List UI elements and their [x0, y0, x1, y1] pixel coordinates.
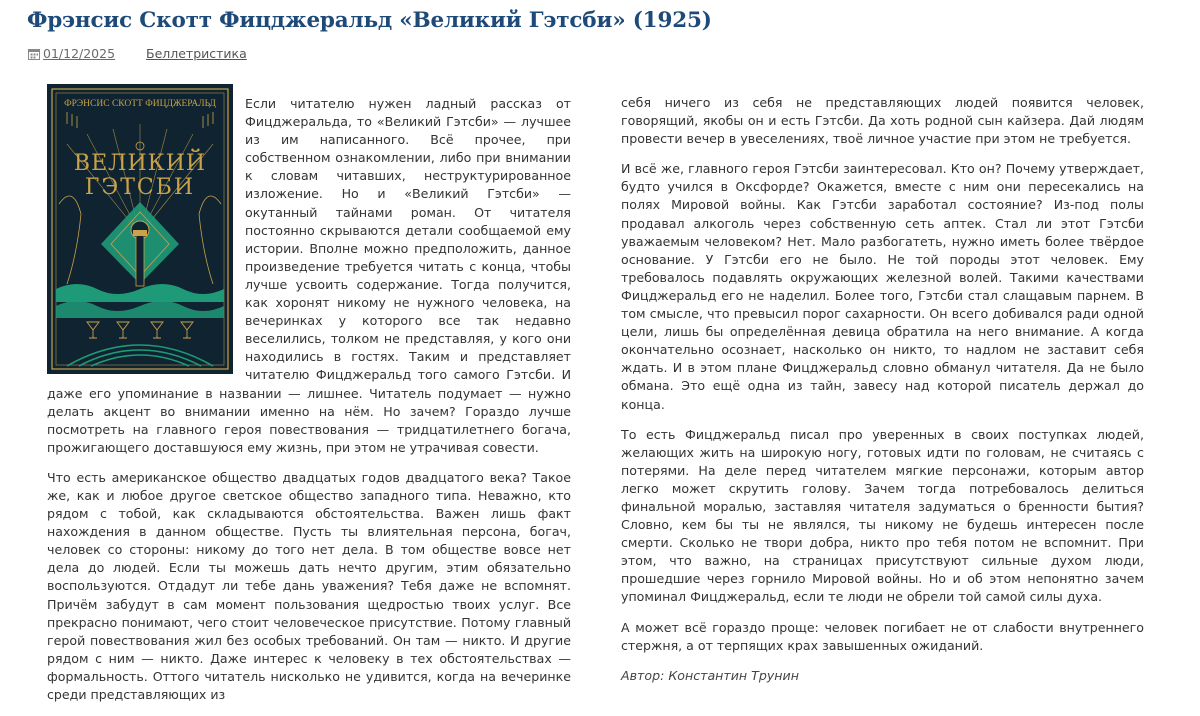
cover-title-line2: ГЭТСБИ	[84, 175, 196, 200]
article-paragraph: Если читателю нужен ладный рассказ от Фицджеральда, то «Великий Гэтсби» — лучшее из им написанного. Всё прочее, при собственном ознакомлении, либо при внимании к словам читавших, неструктурированное изложение. Но и «Великий Гэтсби» — окутанный тайнами роман. От читателя постоянно скрываются детали сообщаемой ему истории. Вполне можно предположить, данное произведение требуется читать с конца, чтобы лучше усвоить содержание. Тогда получится, как хоронят никому не нужного человека, на вечеринках у которого все так недавно веселились, толком не представляя, у кого они находились в гостях. Таким и представляет читателю Фицджеральд того самого Гэтсби. И даже его упоминание в названии — лишнее. Читатель подумает — нужно делать акцент во внимании именно на нём. Но зачем? Гораздо лучше посмотреть на главного героя повествования — тридцатилетнего богача, прожигающего доставшуюся ему жизнь, при этом не утрачивая совести.	[47, 96, 571, 455]
calendar-icon	[28, 48, 40, 60]
post-meta	[28, 46, 247, 61]
cover-author-text: ФРЭНСИС СКОТТ ФИЦДЖЕРАЛЬД	[64, 99, 216, 109]
article-left-column	[47, 95, 571, 716]
book-cover-image[interactable]	[47, 84, 233, 374]
article-paragraph: И всё же, главного героя Гэтсби заинтересовал. Кто он? Почему утверждает, будто учился в Оксфорде? Окажется, вместе с ним они пересекались на полях Мировой войны. Как Гэтсби заработал состояние? Из-под полы продавал алкоголь через собственную сеть аптек. Стал ли этот Гэтсби уважаемым человеком? Нет. Мало разбогатеть, нужно иметь более твёрдое основание. У Гэтсби его не было. Не той породы этот человек. Ему требовалось подавлять окружающих железной волей. Такими качествами Фицджеральд его не наделил. Более того, Гэтсби стал слащавым парнем. В том смысле, что превысил порог сахарности. Он всего добивался ради одной цели, лишь бы определённая девица обратила на него внимание. А когда окончательно осознает, насколько он никто, то надлом не заставит себя ждать. И в этом плане Фицджеральд словно обманул читателя. Да не было обмана. Это ещё одна из тайн, завесу над которой писатель держал до конца.	[621, 161, 1144, 412]
article-paragraph: То есть Фицджеральд писал про уверенных в своих поступках людей, желающих жить на широкую ногу, готовых идти по головам, не считаясь с потерями. На деле перед читателем мягкие персонажи, которым автор легко может скрутить голову. Зачем тогда потребовалось делиться финальной моралью, заставляя читателя задуматься о бренности бытия? Словно, кем бы ты не являлся, ты никому не будешь интересен после смерти. Сколько не твори добра, никто про тебя потом не вспомнит. При этом, что важно, на страницах присутствуют сильные духом люди, прошедшие через горнило Мировой войны. Но и об этом непонятно зачем упоминал Фицджеральд, если те люди не обрели той самой силы духа.	[621, 426, 1144, 605]
page-title[interactable]: Фрэнсис Скотт Фицджеральд «Великий Гэтсби» (1925)	[27, 8, 712, 33]
article-paragraph: себя ничего из себя не представляющих людей появится человек, говорящий, якобы он и есть Гэтсби. Да хоть родной сын кайзера. Дай людям провести вечер в увеселениях, твоё личное участие при этом не требуется.	[621, 95, 1144, 147]
article-paragraph: А может всё гораздо проще: человек погибает не от слабости внутреннего стержня, а от терпящих крах завышенных ожиданий.	[621, 619, 1144, 653]
author-line: Автор: Константин Трунин	[621, 667, 799, 683]
cover-title-line1: ВЕЛИКИЙ	[73, 151, 207, 176]
post-date-link[interactable]: 01/12/2025	[43, 46, 116, 61]
article-right-column	[621, 94, 1144, 697]
category-link[interactable]: Беллетристика	[146, 46, 247, 61]
article-paragraph: Что есть американское общество двадцатых годов двадцатого века? Такое же, как и любое другое светское общество западного типа. Неважно, кто рядом с тобой, как складываются обстоятельства. Важен лишь факт нахождения в данном обществе. Пусть ты влиятельная персона, богач, человек со стороны: никому до того нет дела. В том обществе вовсе нет дела до людей. Если ты можешь дать нечто другим, этим обязательно воспользуются. Отдадут ли тебе дань уважения? Тебя даже не вспомнят. Причём забудут в сам момент пользования щедростью твоих услуг. Все прекрасно понимают, чего стоит человеческое присутствие. Потому главный герой повествования жил без особых требований. Он там — никто. И другие рядом с ним — никто. Даже интерес к человеку в тех обстоятельствах — формальность. Оттого читатель нисколько не удивится, когда на вечеринке среди представляющих из	[47, 469, 571, 702]
